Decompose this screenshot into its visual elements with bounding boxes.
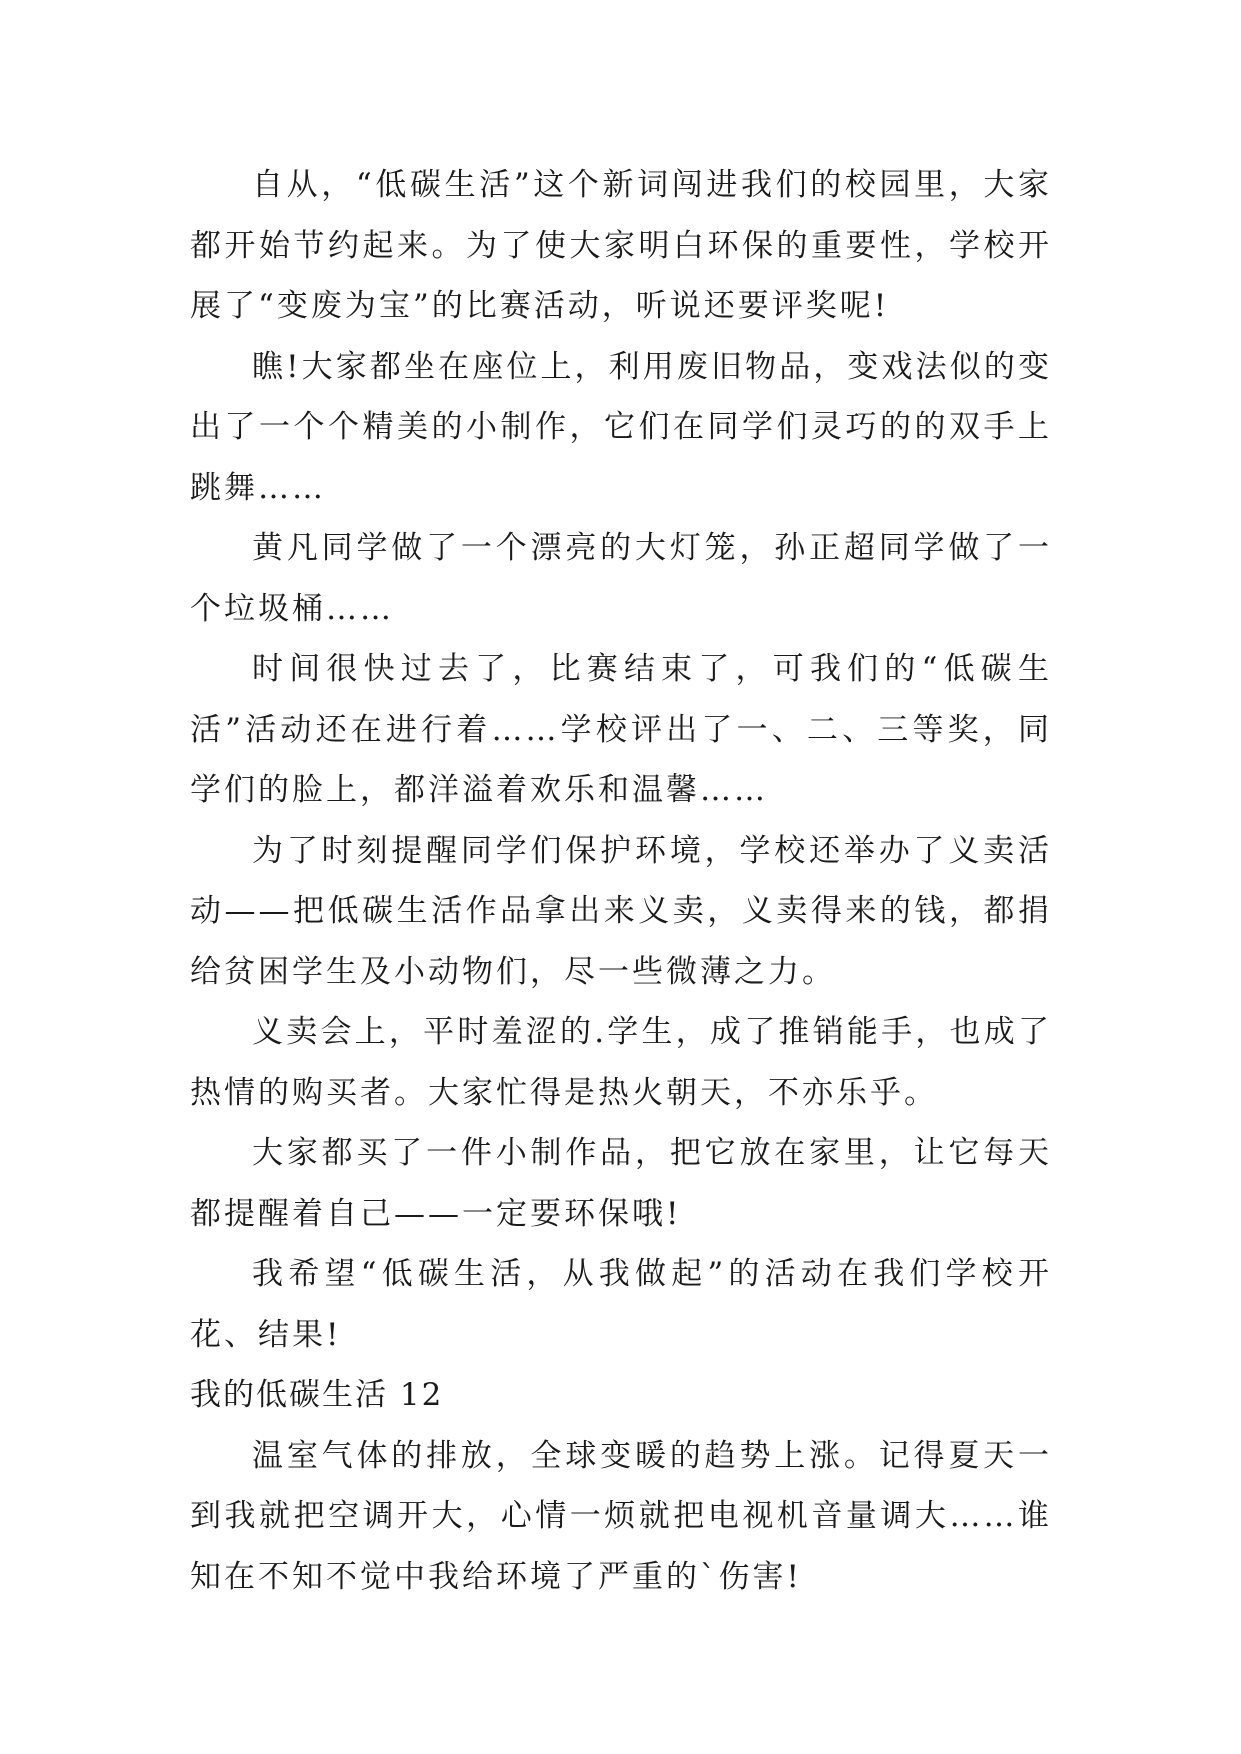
paragraph-examples: 黄凡同学做了一个漂亮的大灯笼，孙正超同学做了一个垃圾桶……: [190, 530, 1052, 627]
paragraph-charity-sale: 为了时刻提醒同学们保护环境，学校还举办了义卖活动——把低碳生活作品拿出来义卖，义卖得来的钱，都捐给贫困学生及小动物们，尽一些微薄之力。: [190, 832, 1052, 990]
paragraph-reminder: 大家都买了一件小制作品，把它放在家里，让它每天都提醒着自己——一定要环保哦!: [190, 1135, 1052, 1232]
paragraph-intro: 自从，“低碳生活”这个新词闯进我们的校园里，大家都开始节约起来。为了使大家明白环保的重要性，学校开展了“变废为宝”的比赛活动，听说还要评奖呢!: [190, 167, 1052, 324]
section-title: 我的低碳生活 12: [190, 1377, 444, 1413]
paragraph-hope: 我希望“低碳生活，从我做起”的活动在我们学校开花、结果!: [190, 1256, 1052, 1353]
document-page: [190, 155, 1052, 1607]
paragraph-crafts: 瞧!大家都坐在座位上，利用废旧物品，变戏法似的变出了一个个精美的小制作，它们在同学们灵巧的的双手上跳舞……: [190, 348, 1052, 506]
paragraph-greenhouse: 温室气体的排放，全球变暖的趋势上涨。记得夏天一到我就把空调开大，心情一烦就把电视机音量调大……谁知在不知不觉中我给环境了严重的`伤害!: [190, 1437, 1052, 1595]
paragraph-sale-scene: 义卖会上，平时羞涩的.学生，成了推销能手，也成了热情的购买者。大家忙得是热火朝天，不亦乐乎。: [190, 1014, 1052, 1111]
paragraph-awards: 时间很快过去了，比赛结束了，可我们的“低碳生活”活动还在进行着……学校评出了一、二、三等奖，同学们的脸上，都洋溢着欢乐和温馨……: [190, 651, 1052, 808]
